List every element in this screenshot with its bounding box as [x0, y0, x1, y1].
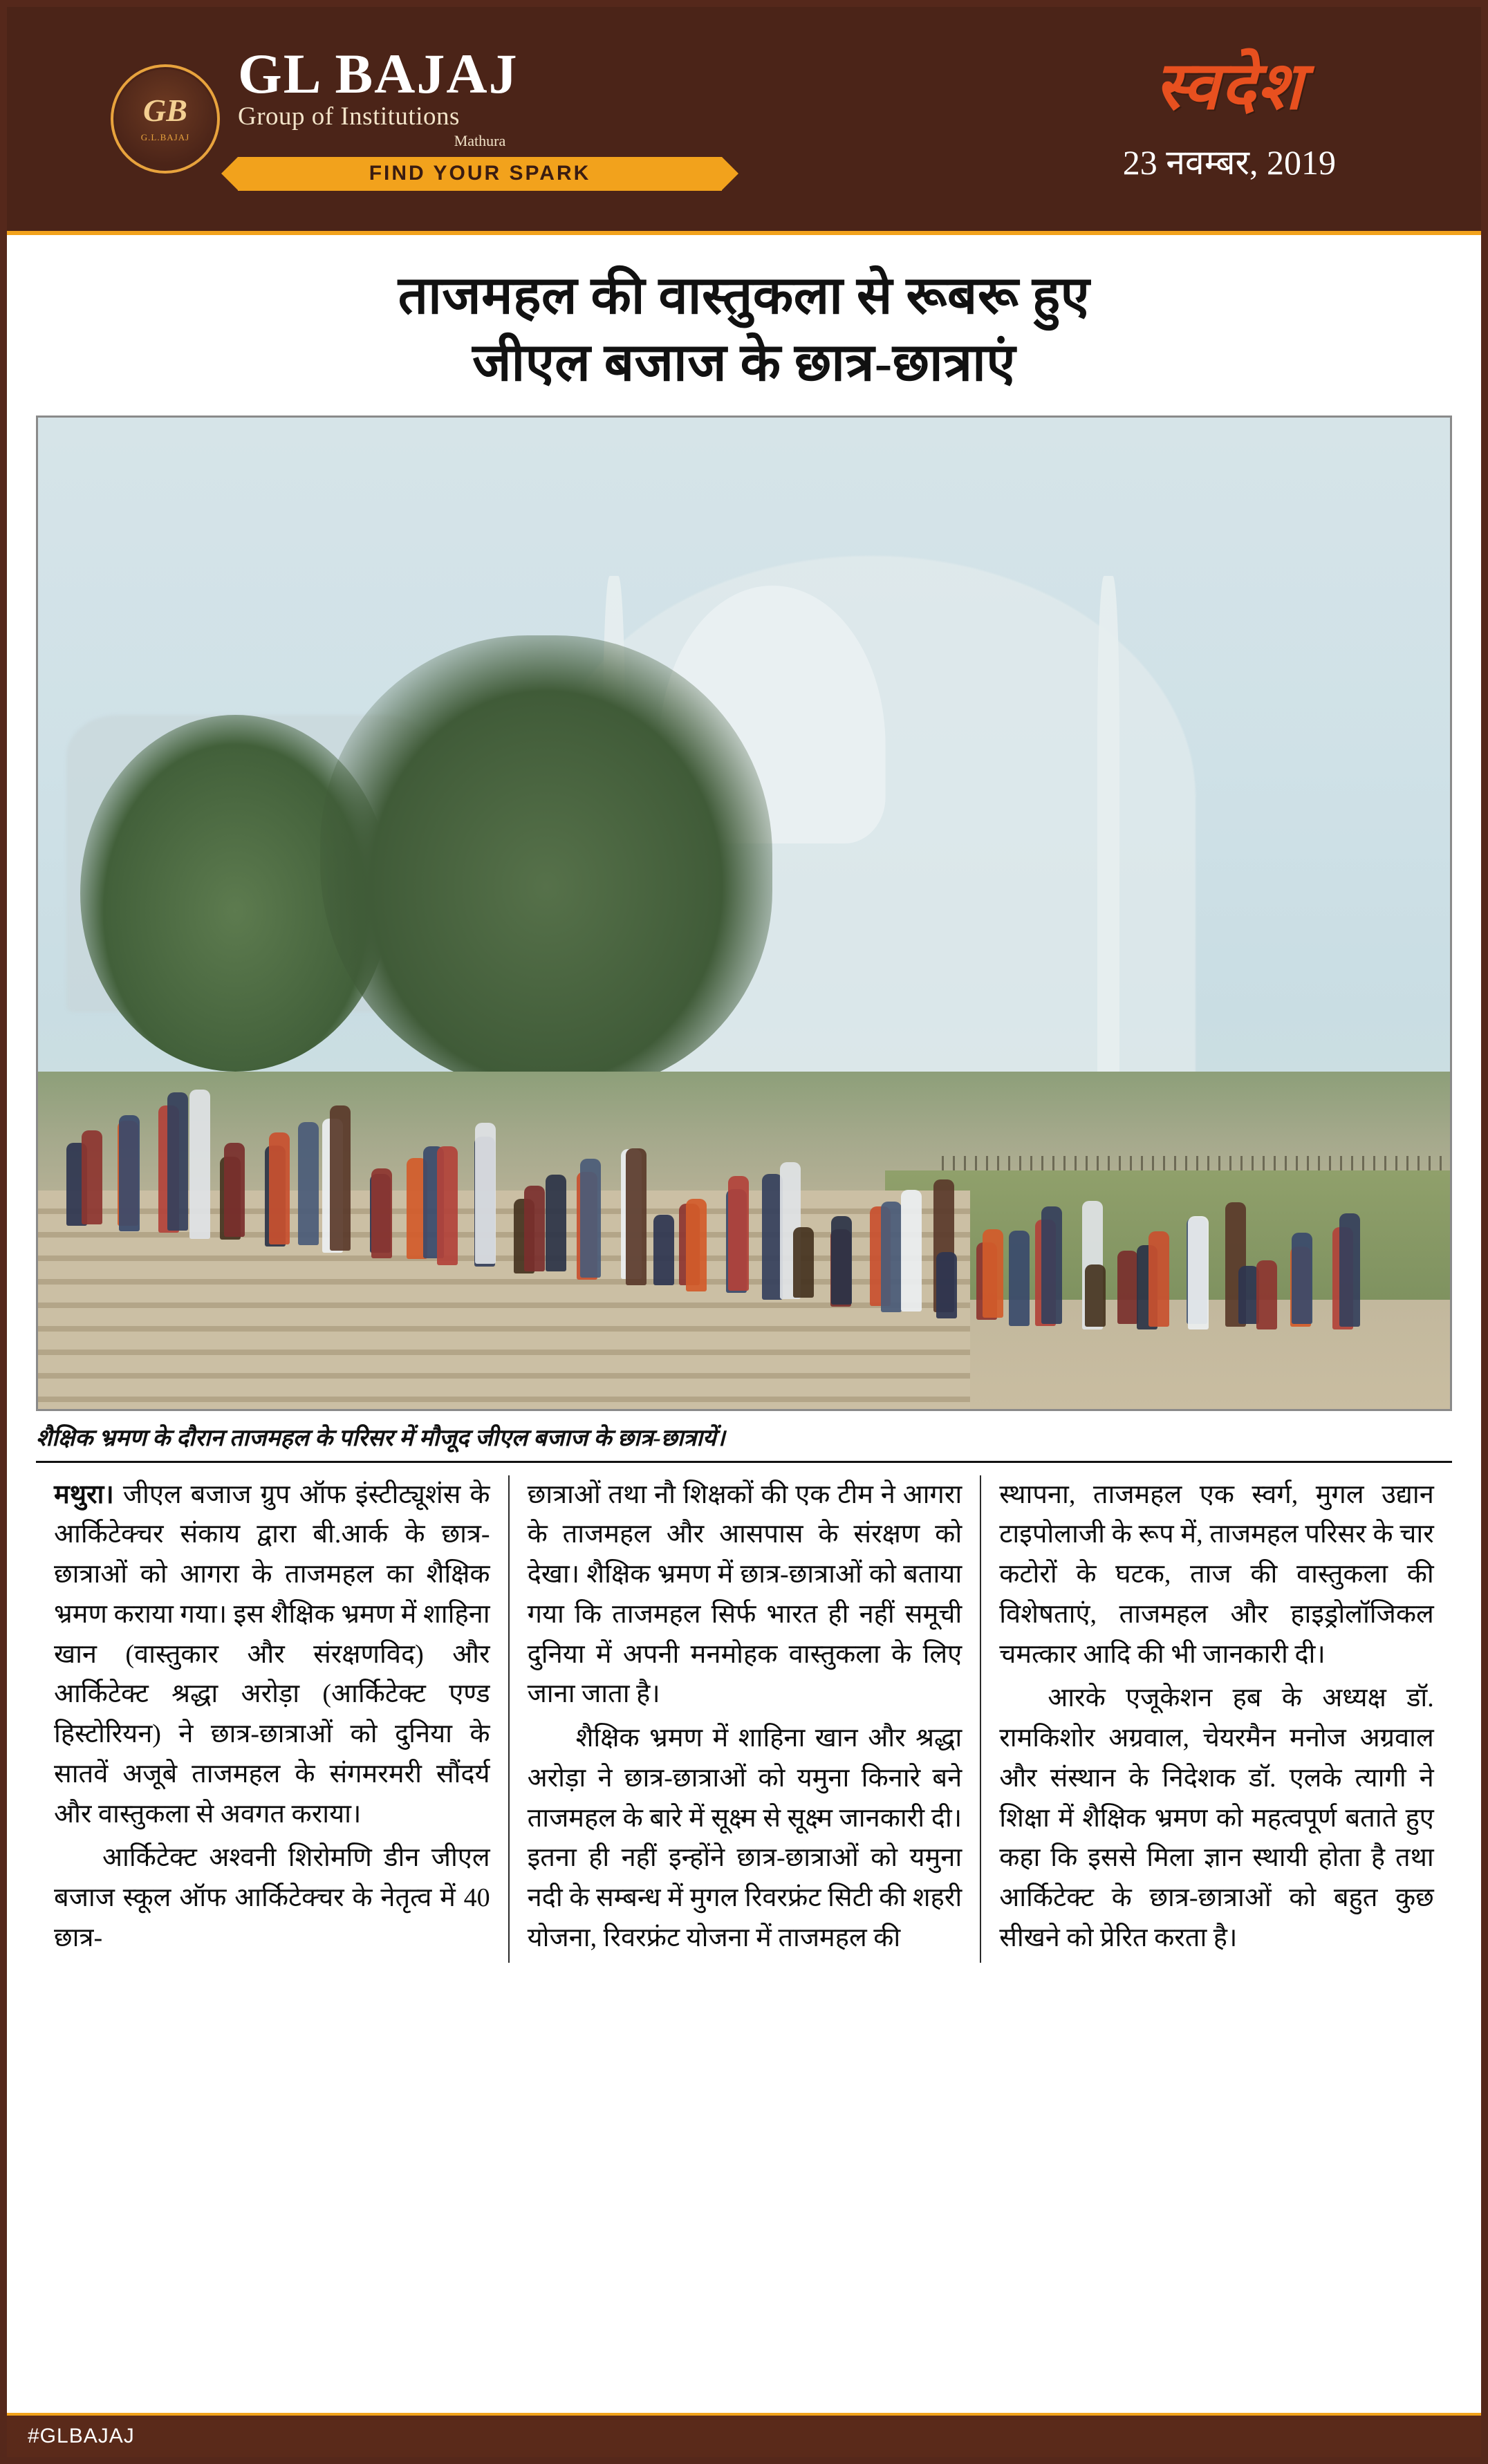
photo-person [330, 1105, 351, 1251]
photo-person [546, 1175, 566, 1271]
article-headline [32, 263, 1456, 398]
publication-masthead: स्वदेश [1155, 49, 1304, 123]
logo-seal-subtext: G.L.BAJAJ [140, 131, 190, 142]
article-columns [36, 1475, 1452, 1963]
photo-person [793, 1227, 814, 1298]
institution-city: Mathura [454, 132, 506, 150]
photo-caption: शैक्षिक भ्रमण के दौरान ताजमहल के परिसर में मौजूद जीएल बजाज के छात्र-छात्रायें। [36, 1421, 1452, 1463]
photo-person [686, 1199, 707, 1291]
photo-person [881, 1202, 902, 1312]
institution-subtitle: Group of Institutions [238, 102, 460, 131]
article-photo [36, 416, 1452, 1411]
publication-block [1122, 49, 1336, 185]
article-column-1 [36, 1475, 508, 1963]
article-paragraph [999, 1679, 1434, 1958]
photo-person [1292, 1233, 1312, 1324]
photo-person [119, 1115, 140, 1231]
photo-person [167, 1092, 188, 1231]
article-paragraph [999, 1475, 1434, 1675]
article-paragraph-text: आर्किटेक्ट अश्वनी शिरोमणि डीन जीएल बजाज स्कूल ऑफ आर्किटेक्चर के नेतृत्व में 40 छात्र- [54, 1843, 490, 1952]
institution-logo-block [111, 41, 722, 192]
article-paragraph [54, 1838, 490, 1958]
photo-person [269, 1132, 290, 1244]
article-paragraph-text: छात्राओं तथा नौ शिक्षकों की एक टीम ने आगरा के ताजमहल और आसपास के संरक्षण को देखा। शैक्षिक भ्रमण में छात्र-छात्राओं को बताया गया कि ताजमहल सिर्फ भारत ही नहीं समूची दुनिया में अपनी मनमोहक वास्तुकला के लिए जाना जाता है। [527, 1480, 962, 1709]
photo-student-group [66, 973, 1366, 1329]
photo-person [82, 1130, 102, 1224]
photo-person [224, 1143, 245, 1237]
article-paragraph-text: जीएल बजाज ग्रुप ऑफ इंस्टीट्यूशंस के आर्किटेक्चर संकाय द्वारा बी.आर्क के छात्र-छात्राओं को आगरा के ताजमहल का शैक्षिक भ्रमण कराया गया। इस शैक्षिक भ्रमण में शाहिना खान (वास्तुकार और संरक्षणविद) और आर्किटेक्ट श्रद्धा अरोड़ा (आर्किटेक्ट एण्ड हिस्टोरियन) ने छात्र-छात्राओं को दुनिया के सातवें अजूबे ताजमहल के संगमरमरी सौंदर्य और वास्तुकला से अवगत कराया। [54, 1480, 490, 1829]
photo-person [653, 1215, 674, 1285]
photo-person [524, 1186, 545, 1271]
photo-person [189, 1090, 210, 1239]
page-header [7, 7, 1481, 235]
photo-person [901, 1190, 922, 1312]
article-paragraph-text: शैक्षिक भ्रमण में शाहिना खान और श्रद्धा अरोड़ा ने छात्र-छात्राओं को यमुना किनारे बने ताजमहल के बारे में सूक्ष्म से सूक्ष्म जानकारी दी। इतना ही नहीं इन्होंने छात्र-छात्राओं को यमुना नदी के सम्बन्ध में मुगल रिवरफ्रंट सिटी की शहरी योजना, रिवरफ्रंट योजना में ताजमहल की [527, 1724, 962, 1952]
logo-monogram: GB [143, 92, 187, 128]
photo-person [1148, 1231, 1169, 1327]
article-content [7, 235, 1481, 1963]
photo-person [1117, 1251, 1138, 1324]
publication-date: 23 नवम्बर, 2019 [1122, 143, 1336, 182]
article-column-3 [980, 1475, 1452, 1963]
headline-line-2: जीएल बजाज के छात्र-छात्राएं [472, 334, 1016, 393]
logo-text-block [238, 41, 722, 192]
article-column-2 [508, 1475, 980, 1963]
photo-person [1085, 1264, 1106, 1327]
photo-person [437, 1146, 458, 1265]
photo-person [1339, 1213, 1360, 1327]
photo-person [626, 1148, 647, 1285]
institution-tagline: FIND YOUR SPARK [238, 157, 722, 191]
article-paragraph [54, 1475, 490, 1835]
logo-seal-icon [111, 64, 220, 174]
photo-person [936, 1252, 957, 1318]
headline-line-1: ताजमहल की वास्तुकला से रूबरू हुए [398, 267, 1090, 325]
photo-person [1188, 1216, 1209, 1329]
footer-hashtag: #GLBAJAJ [28, 2425, 135, 2447]
photo-person [983, 1229, 1003, 1318]
photo-person [728, 1176, 749, 1291]
article-paragraph [528, 1475, 962, 1715]
article-paragraph-text: आरके एजूकेशन हब के अध्यक्ष डॉ. रामकिशोर अग्रवाल, चेयरमैन मनोज अग्रवाल और संस्थान के निदेशक डॉ. एलके त्यागी ने शिक्षा में शैक्षिक भ्रमण को महत्वपूर्ण बताते हुए कहा कि इससे मिला ज्ञान स्थायी होता है तथा आर्किटेक्ट के छात्र-छात्राओं को बहुत कुछ सीखने को प्रेरित करता है। [999, 1683, 1434, 1952]
photo-person [580, 1159, 601, 1278]
photo-person [1041, 1206, 1062, 1324]
article-dateline: मथुरा। [54, 1480, 114, 1509]
article-paragraph-text: स्थापना, ताजमहल एक स्वर्ग, मुगल उद्यान टाइपोलाजी के रूप में, ताजमहल परिसर के चार कटोरों के घटक, ताज की वास्तुकला की विशेषताएं, ताजमहल और हाइड्रोलॉजिकल चमत्कार आदि की भी जानकारी दी। [999, 1480, 1434, 1669]
article-paragraph [528, 1719, 962, 1959]
photo-person [475, 1123, 496, 1264]
institution-name: GL BAJAJ [238, 41, 519, 105]
page-footer [7, 2413, 1481, 2457]
photo-person [1256, 1260, 1277, 1329]
photo-person [298, 1122, 319, 1245]
photo-person [1009, 1231, 1030, 1326]
photo-person [371, 1168, 392, 1258]
photo-person [831, 1216, 852, 1305]
